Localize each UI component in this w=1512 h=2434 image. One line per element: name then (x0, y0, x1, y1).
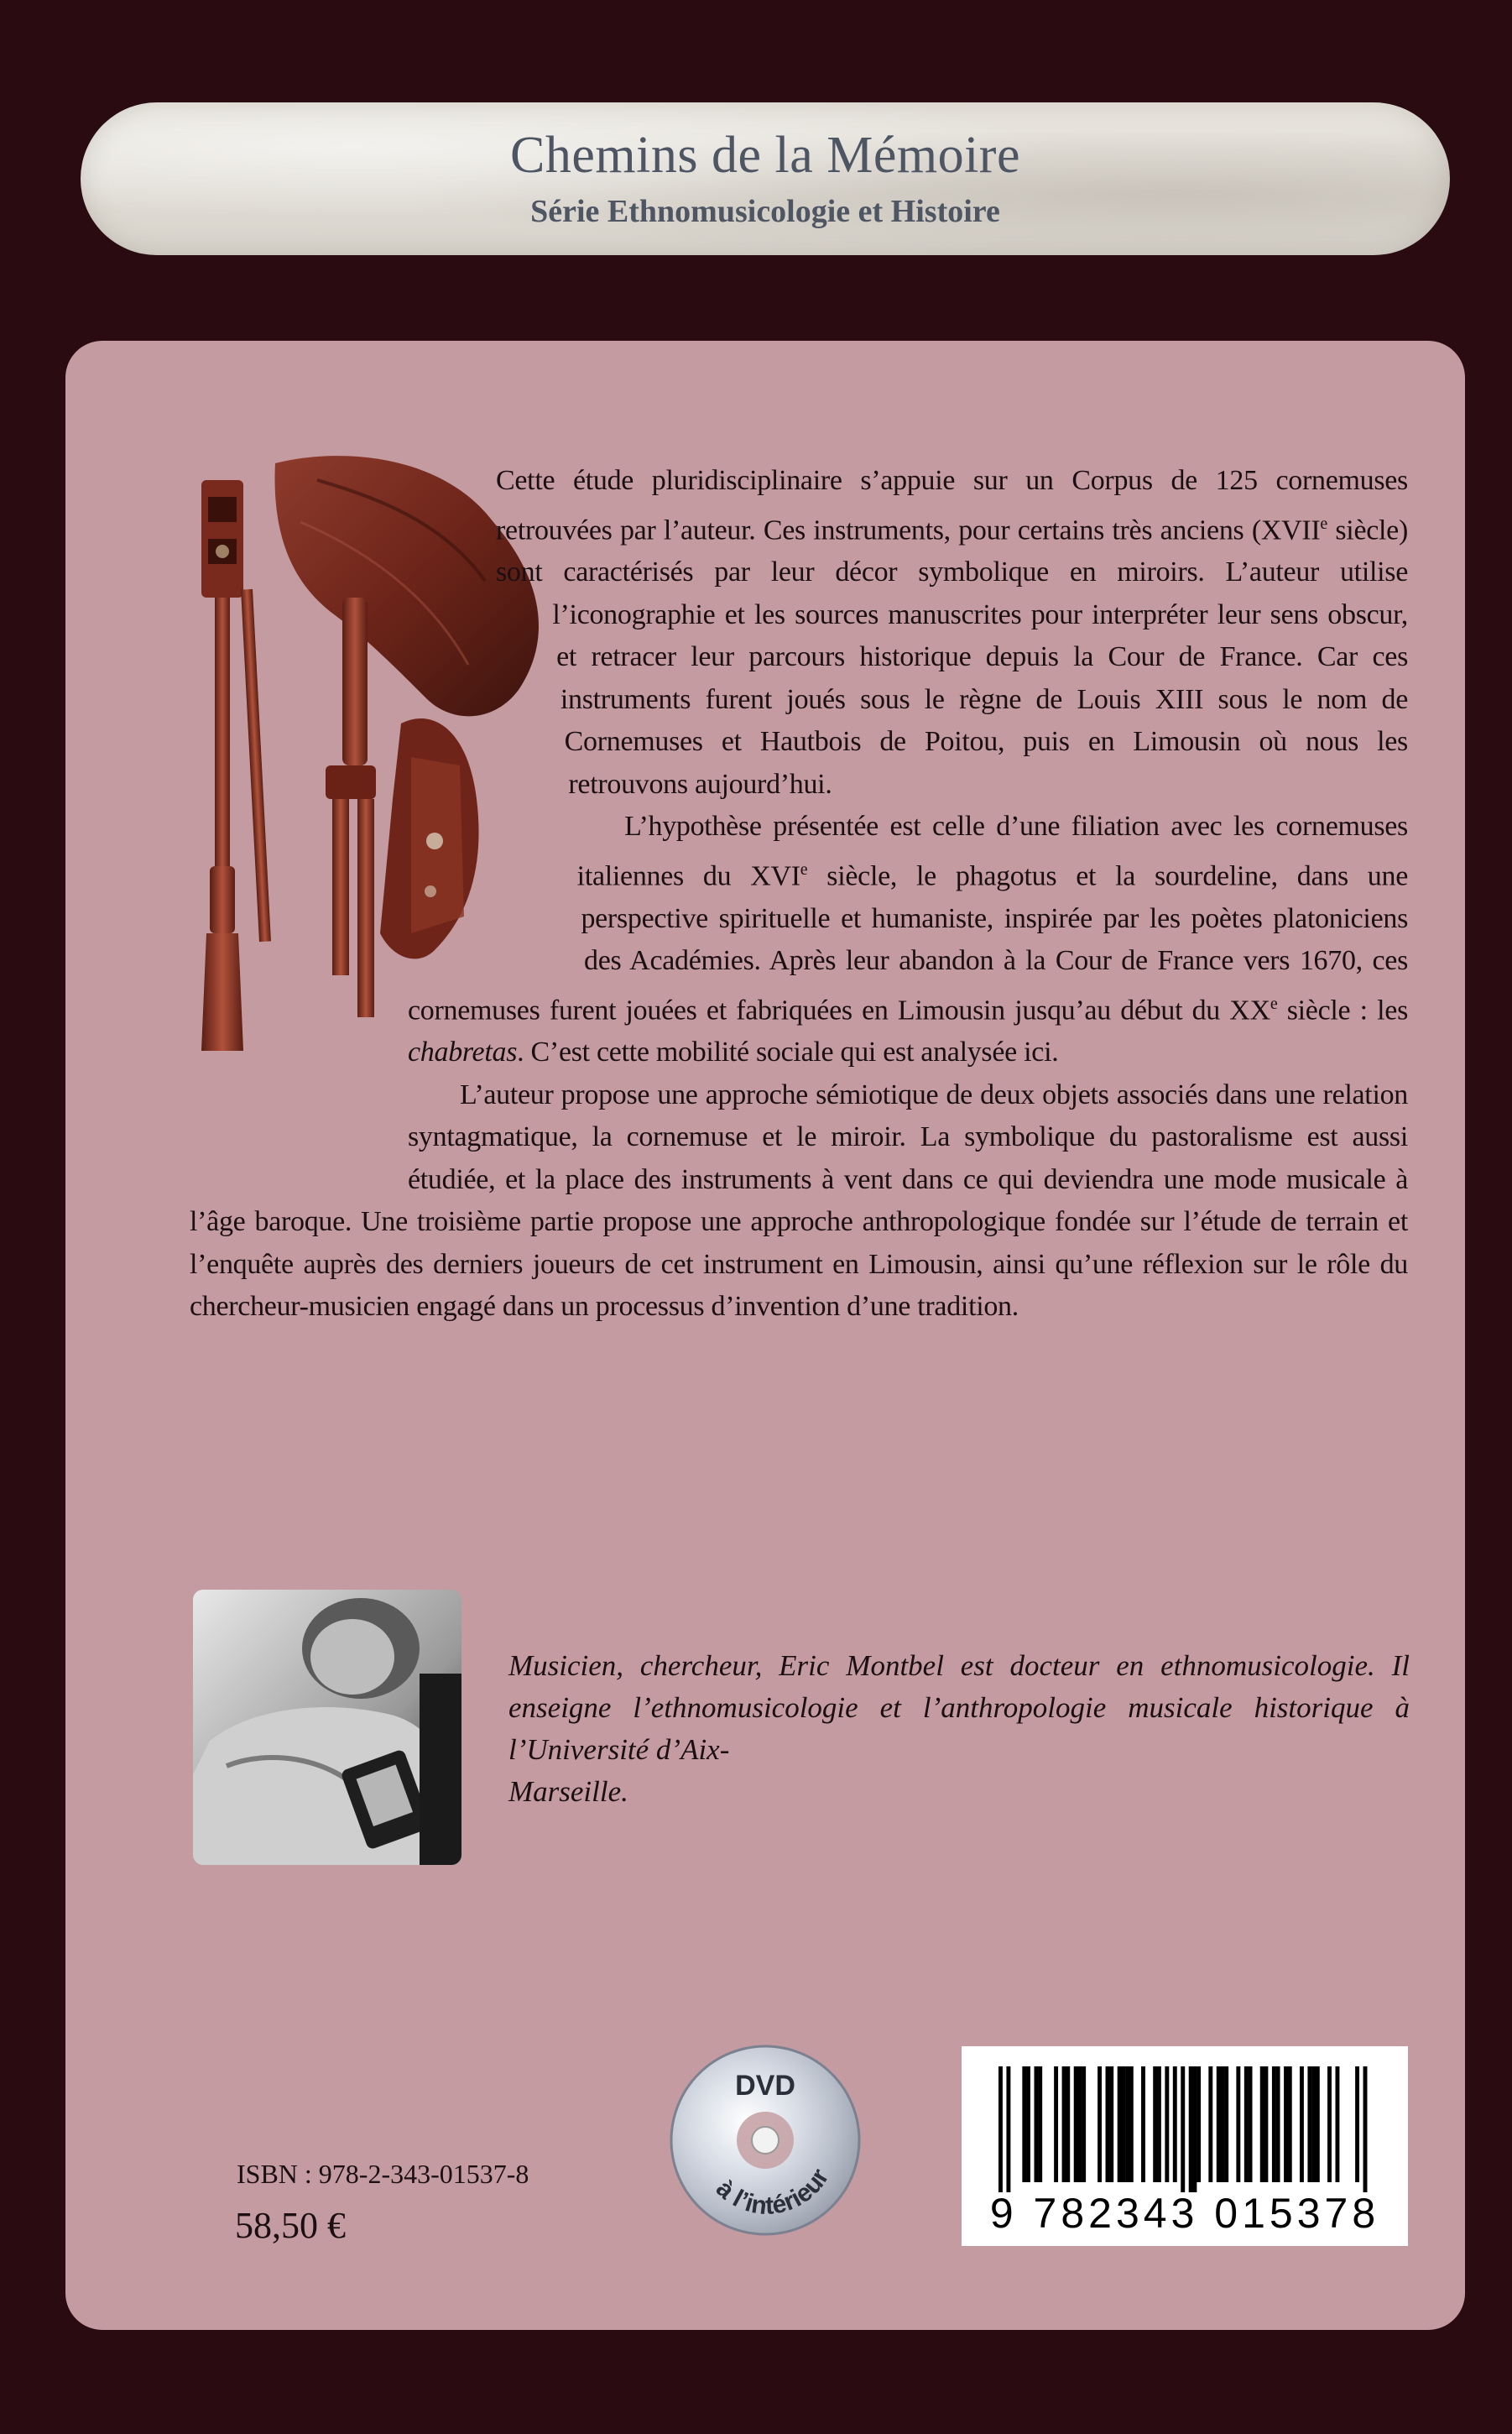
barcode-bar (1141, 2066, 1145, 2182)
summary-paragraph-3: L’auteur propose une approche sémiotique de deux objets associés dans une relation syntagmatique, la cornemuse et le miroir. La symbolique du pastoralisme est aussi étudiée, et la place des instruments à vent dans ce qui deviendra une mode musicale à l’âge baroque. Une troisième partie propose une approche anthropologique fondée sur l’étude de terrain et l’enquête auprès des derniers joueurs de cet instrument en Limousin, ainsi qu’une réflexion sur le rôle du chercheur-musicien engagé dans un processus d’invention d’une tradition. (190, 1079, 1408, 1323)
barcode (962, 2046, 1408, 2246)
dvd-label: DVD (735, 2070, 795, 2102)
barcode-bar (1192, 2066, 1197, 2192)
century-superscript: e (1270, 994, 1278, 1013)
barcode-bar (1066, 2066, 1070, 2182)
barcode-bar (1173, 2066, 1177, 2182)
isbn-text: ISBN : 978-2-343-01537-8 (237, 2159, 529, 2189)
barcode-bar (1165, 2066, 1169, 2182)
barcode-bar (998, 2066, 1003, 2192)
series-title: Chemins de la Mémoire (510, 127, 1020, 184)
dvd-disc-icon (668, 2043, 863, 2238)
barcode-bar (1153, 2066, 1157, 2182)
barcode-bar (1264, 2066, 1268, 2182)
barcode-bar (1157, 2066, 1161, 2182)
barcode-bar (1129, 2066, 1134, 2182)
summary-paragraph-1-rest: siècle) sont caractérisés par leur décor symbolique en miroirs. L’auteur utilise l’iconographie et les sources manuscrites pour interpréter leur sens obscur, et retracer leur parcours historique depuis la Cour de France. Car ces instruments furent joués sous le règne de Louis XIII sous le nom de Cornemuses et Hautbois de Poitou, puis en Limousin où nous les retrouvons aujourd’hui. (496, 514, 1408, 800)
series-subtitle: Série Ethnomusicologie et Histoire (530, 194, 1000, 229)
century-superscript: e (1320, 514, 1327, 533)
barcode-bar (1054, 2066, 1058, 2182)
barcode-bar (1109, 2066, 1113, 2182)
author-photo (193, 1590, 461, 1865)
barcode-bar (1284, 2066, 1288, 2182)
summary-paragraph-2-start: L’hypothèse présentée est celle d’une filiation avec les cornemuses italiennes du XVI (576, 811, 1408, 892)
author-bio (508, 1645, 1410, 1813)
barcode-bar (1118, 2066, 1122, 2182)
barcode-bar (1260, 2066, 1264, 2182)
summary-paragraph-1-start: Cette étude pluridisciplinaire s’appuie sur un Corpus de 125 cornemuses retrouvées par l’auteur. Ces instruments, pour certains très anciens (XVII (496, 465, 1408, 546)
dvd-inside-label: à l’intérieur (711, 2164, 835, 2221)
barcode-bar (1208, 2066, 1212, 2182)
barcode-bar (1355, 2066, 1359, 2182)
barcode-bar (1311, 2066, 1316, 2182)
summary-paragraph-2-end: . C’est cette mobilité sociale qui est analysée ici. (517, 1037, 1059, 1068)
barcode-bar (1316, 2066, 1320, 2182)
barcode-bar (1125, 2066, 1129, 2182)
barcode-bar (1363, 2066, 1368, 2192)
barcode-bar (1189, 2066, 1193, 2192)
barcode-bar (1098, 2066, 1102, 2182)
barcode-bar (1106, 2066, 1110, 2182)
barcode-bar (1038, 2066, 1042, 2182)
barcode-bar (1327, 2066, 1332, 2182)
barcode-bar (1035, 2066, 1039, 2182)
barcode-bar (1022, 2066, 1026, 2182)
barcode-bar (1288, 2066, 1292, 2182)
barcode-bar (1300, 2066, 1304, 2182)
barcode-bar (1197, 2066, 1201, 2182)
barcode-bar (1062, 2066, 1066, 2182)
barcode-bar (1335, 2066, 1339, 2182)
century-superscript: e (800, 859, 808, 879)
barcode-bar (1121, 2066, 1125, 2182)
chabretas-term: chabretas (408, 1037, 518, 1068)
barcode-bar (1026, 2066, 1030, 2182)
back-cover-panel (65, 341, 1465, 2330)
barcode-bar (1006, 2066, 1010, 2192)
barcode-digits: 9 782343 015378 (989, 2190, 1380, 2237)
price-text: 58,50 € (235, 2205, 346, 2246)
barcode-bar (1217, 2066, 1221, 2182)
barcode-bar (1224, 2066, 1228, 2182)
author-bio-end: Marseille. (508, 1775, 628, 1808)
summary-paragraph-2-mid: siècle, le phagotus et la sourdeline, dans une perspective spirituelle et humaniste, inspirée par les poètes platoniciens des Académies. Après leur abandon à la Cour de France vers 1670, ces cornemuses furent jouées et fabriquées en Limousin jusqu’au début du XX (408, 860, 1409, 1026)
barcode-bar (1272, 2066, 1276, 2182)
barcode-bar (1244, 2066, 1249, 2182)
barcode-bar (1307, 2066, 1311, 2182)
barcode-bars (998, 2066, 1371, 2192)
barcode-bar (1236, 2066, 1240, 2182)
summary-text (190, 460, 1408, 1329)
summary-paragraph-2-mid2: siècle : les (1277, 994, 1409, 1026)
series-banner (81, 102, 1450, 255)
barcode-bar (1276, 2066, 1280, 2182)
barcode-bar (1221, 2066, 1225, 2182)
barcode-bar (1082, 2066, 1086, 2182)
author-bio-start: Musicien, chercheur, Eric Montbel est docteur en ethnomusicologie. Il enseigne l’ethnomusicologie et l’anthropologie musicale historique à l’Université d’Aix- (508, 1649, 1410, 1766)
barcode-bar (1074, 2066, 1078, 2182)
barcode-bar (1181, 2066, 1185, 2192)
barcode-bar (1077, 2066, 1082, 2182)
barcode-bar (1249, 2066, 1253, 2182)
